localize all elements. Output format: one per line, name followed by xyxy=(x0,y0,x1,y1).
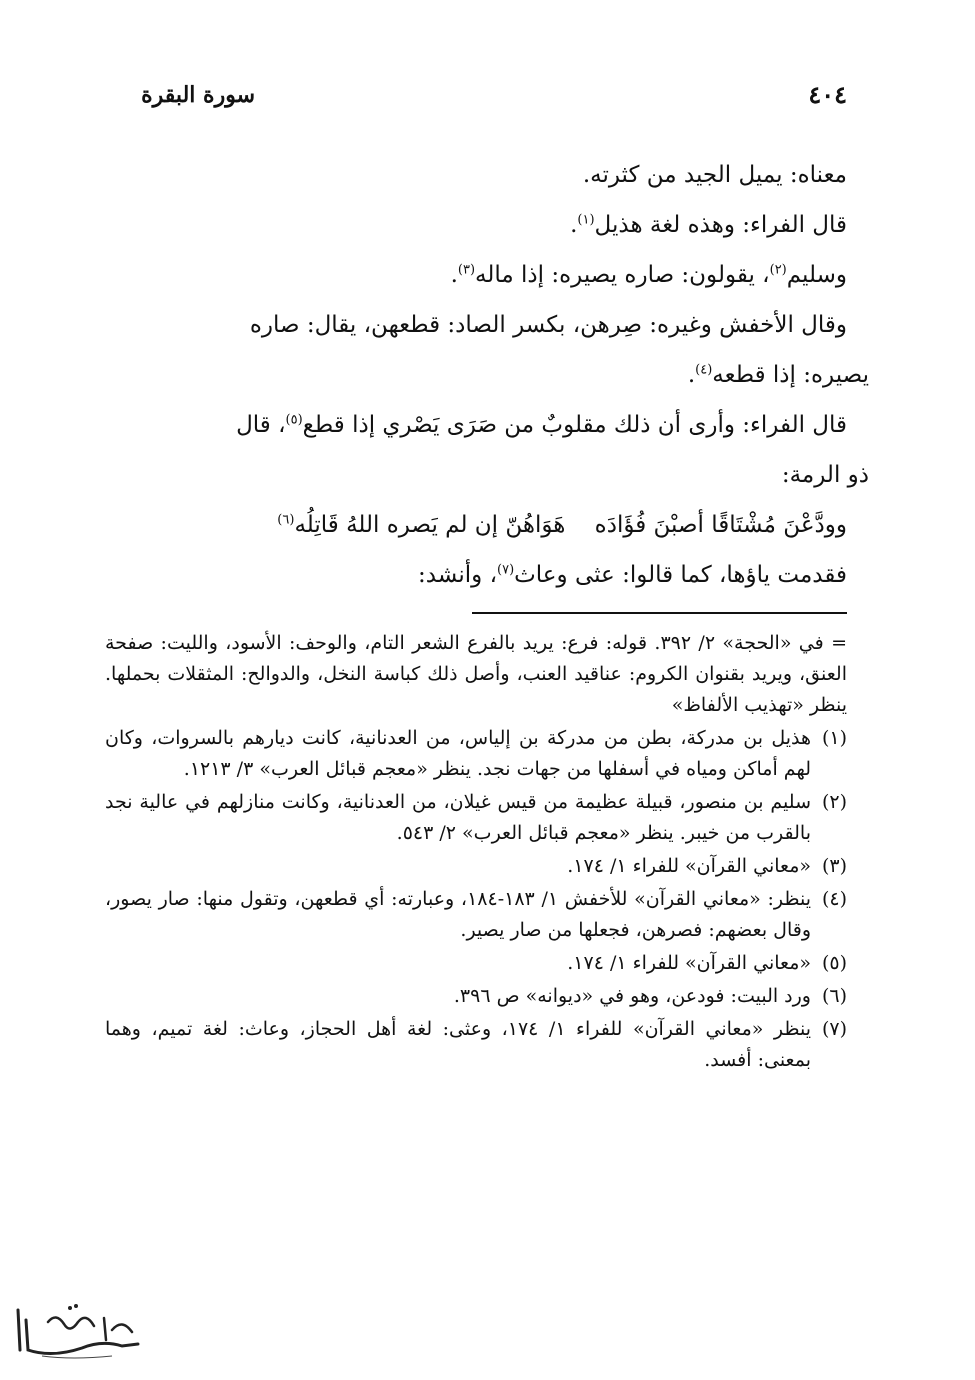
main-line-text: . xyxy=(687,362,696,388)
main-text xyxy=(117,150,869,600)
main-line-text: . xyxy=(570,212,578,238)
footnote-continuation xyxy=(105,628,847,721)
main-line xyxy=(117,550,847,600)
footnote-ref: (٥) xyxy=(285,412,303,428)
footnote-text: ورد البيت: فودعن، وهو في «ديوانه» ص ٣٩٦. xyxy=(453,985,811,1007)
footnote-item xyxy=(105,981,847,1012)
footnote-item xyxy=(105,851,847,882)
running-header-title: سورة البقرة xyxy=(141,82,255,108)
footnote-text: «معاني القرآن» للفراء ١/ ١٧٤. xyxy=(567,952,811,974)
main-line xyxy=(117,400,847,450)
main-line-text: ، يقولون: صاره يصيره: إذا ماله xyxy=(475,262,770,288)
footnote-number: (٣) xyxy=(821,855,847,877)
main-line xyxy=(117,300,847,350)
main-line xyxy=(117,200,847,250)
verse-hemistich-first: وودَّعْنَ مُشْتَاقًا أصبْنَ فُؤَادَه xyxy=(594,512,847,538)
footnote-item xyxy=(105,948,847,979)
footnote-ref: (٣) xyxy=(457,262,476,278)
footnote-ref: (٤) xyxy=(695,362,713,378)
footnote-ref: (١) xyxy=(577,212,595,228)
footnote-number: (٥) xyxy=(821,952,847,974)
footnote-number: (٤) xyxy=(821,888,847,910)
main-line-text: وقال الأخفش وغيره: صِرهن، بكسر الصاد: قطعهن، يقال: صاره xyxy=(249,312,847,338)
main-line-text: . xyxy=(450,262,458,288)
main-line xyxy=(117,250,847,300)
main-line xyxy=(117,150,847,200)
footnote-number: (٢) xyxy=(821,791,847,813)
footnote-text: = في «الحجة» ٢/ ٣٩٢. قوله: فرع: يريد بالفرع الشعر التام، والوحف: الأسود، والليت: صفحة العنق، ويريد بقنوان الكروم: عناقيد العنب، وأصل ذلك كباسة النخل، والدوالح: المثقلات بحملها. ينظر «تهذيب الألفاظ» xyxy=(105,632,847,716)
footnotes xyxy=(105,628,847,1078)
main-line xyxy=(117,450,869,500)
main-line-text: ، قال xyxy=(236,412,286,438)
footnote-ref: (٦) xyxy=(277,512,295,528)
footnote-ref: (٢) xyxy=(769,262,787,278)
footnote-item xyxy=(105,787,847,849)
footnote-text: هذيل بن مدركة، بطن من مدركة بن إلياس، من العدنانية، كانت ديارهم بالسروات، وكان لهم أماكن ومياه في أسفلها من جهات نجد. ينظر «معجم قبائل العرب» ٣/ ١٢١٣. xyxy=(105,727,811,780)
calligraphy-logo-icon xyxy=(12,1300,144,1362)
footnote-text: ينظر «معاني القرآن» للفراء ١/ ١٧٤، وعثى: لغة أهل الحجاز، وعاث: لغة تميم، وهما بمعنى: أفسد. xyxy=(105,1018,811,1071)
main-line-text: ذو الرمة: xyxy=(781,462,869,488)
main-line xyxy=(117,350,869,400)
footnote-divider xyxy=(472,612,847,614)
footnote-item xyxy=(105,1014,847,1076)
footnote-text: «معاني القرآن» للفراء ١/ ١٧٤. xyxy=(567,855,811,877)
verse-line xyxy=(117,500,847,550)
page-number: ٤٠٤ xyxy=(808,80,847,109)
main-line-text: قال الفراء: وأرى أن ذلك مقلوبٌ من صَرَى يَصْري إذا قطع xyxy=(302,412,847,438)
footnote-number: (٦) xyxy=(821,985,847,1007)
footnote-ref: (٧) xyxy=(497,562,515,578)
main-line-text: يصيره: إذا قطعه xyxy=(712,362,869,388)
verse-hemistich-second: هَوَاهُنّ إن لم يَصره اللهُ قَاتِلُه xyxy=(294,512,566,538)
main-line-text: فقدمت ياؤها، كما قالوا: عثى وعاث xyxy=(514,562,847,588)
footnote-text: ينظر: «معاني القرآن» للأخفش ١/ ١٨٣-١٨٤، وعبارته: أي قطعهن، وتقول منها: صار يصور، وقال بعضهم: فصرهن، فجعلها من صار يصير. xyxy=(105,888,811,941)
main-line-text: قال الفراء: وهذه لغة هذيل xyxy=(594,212,847,238)
footnote-item xyxy=(105,723,847,785)
main-line-text: وسليم xyxy=(786,262,847,288)
footnote-number: (١) xyxy=(821,727,847,749)
footnote-text: سليم بن منصور، قبيلة عظيمة من قيس غيلان، من العدنانية، وكانت منازلهم في عالية نجد بالقرب من خيبر. ينظر «معجم قبائل العرب» ٢/ ٥٤٣. xyxy=(105,791,811,844)
footnote-item xyxy=(105,884,847,946)
footnote-number: (٧) xyxy=(821,1018,847,1040)
main-line-text: معناه: يميل الجيد من كثرته. xyxy=(582,162,847,188)
main-line-text: ، وأنشد: xyxy=(418,562,497,588)
